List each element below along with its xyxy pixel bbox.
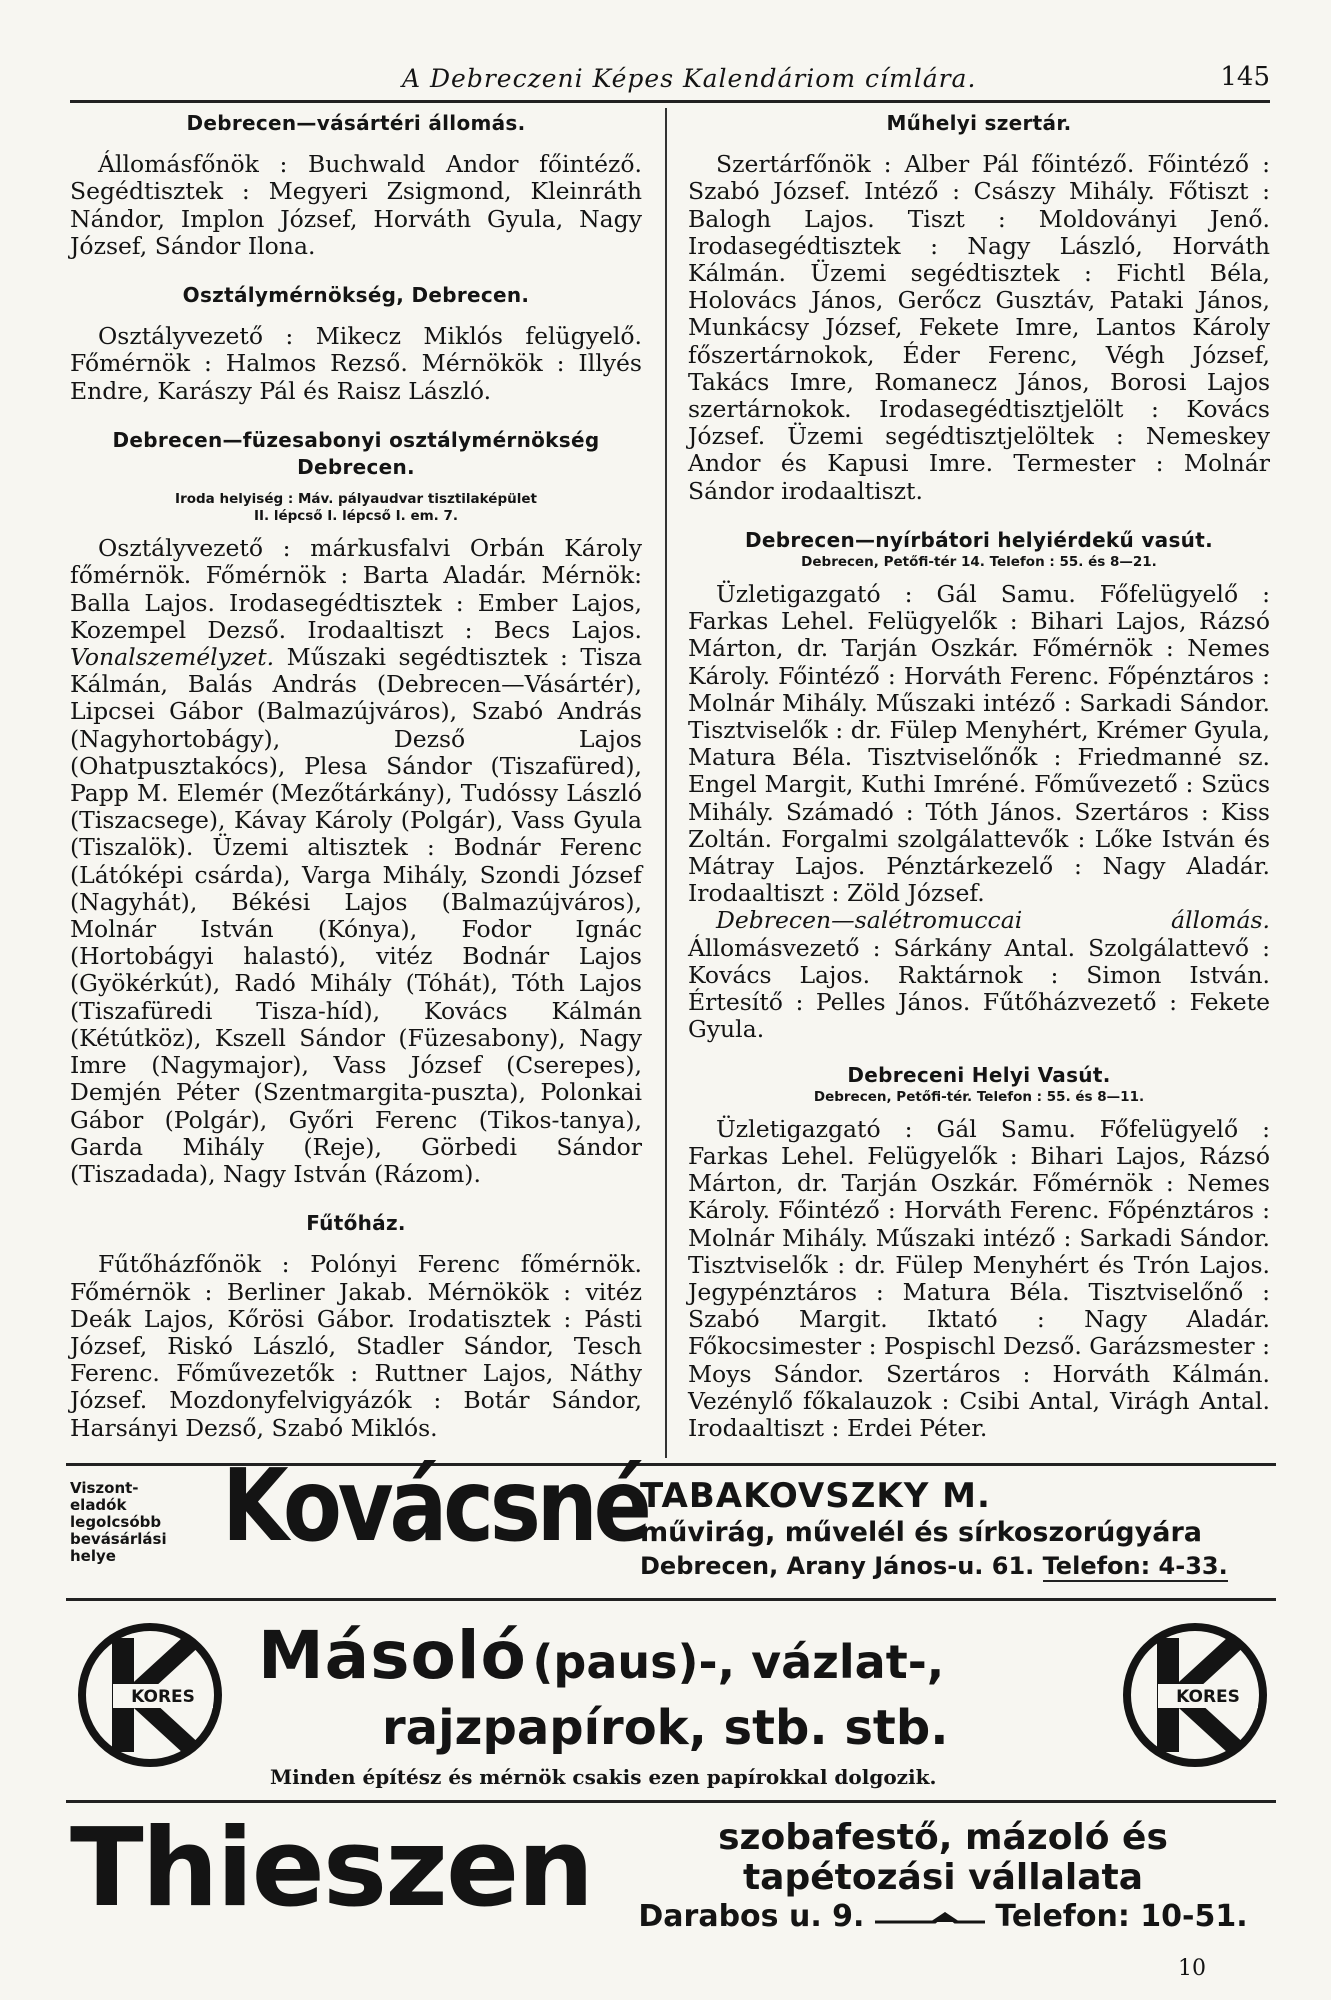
section-title: Műhelyi szertár. — [886, 111, 1072, 135]
ad3-contact — [608, 1898, 1278, 1936]
ad2-line2: rajzpapírok, stb. stb. — [382, 1700, 949, 1756]
ad1-tagline — [70, 1480, 210, 1565]
kores-logo-left — [75, 1620, 225, 1770]
page-number: 145 — [1220, 62, 1270, 92]
ad2-headline — [258, 1617, 944, 1694]
ad2-note: Minden építész és mérnök csakis ezen papírokkal dolgozik. — [270, 1765, 937, 1789]
body-italic: Debrecen—salétromuccai állomás. — [716, 906, 1270, 935]
section-title: Debrecen—vásártéri állomás. — [186, 111, 526, 135]
section-title-line2: Debrecen. — [297, 455, 415, 480]
section-body: Osztályvezető : Mikecz Miklós felügyelő. Főmérnök : Halmos Rezső. Mérnökök : Illyés Endre, Karászy Pál és Raisz László. — [70, 322, 642, 405]
body-part: Állomásvezető : Sárkány Antal. Szolgálattevő : Kovács Lajos. Raktárnok : Simon István. Értesítő : Pelles János. Fűtőházvezető : Fekete Gyula. — [688, 933, 1270, 1044]
section-title: Debrecen—füzesabonyi osztálymérnökség — [112, 427, 600, 452]
section-title: Osztálymérnökség, Debrecen. — [182, 283, 530, 308]
section-body — [70, 535, 642, 1188]
ad3-details — [608, 1818, 1278, 1936]
footer-number: 10 — [1178, 1956, 1206, 1981]
left-column — [70, 110, 642, 1442]
section-subtitle: Debrecen, Petőfi-tér 14. Telefon : 55. és 8—21. — [801, 554, 1157, 571]
ad1-details — [640, 1476, 1275, 1582]
running-header — [70, 58, 1270, 103]
logo-text: KORES — [1176, 1687, 1240, 1707]
ad3-brand: Thieszen — [70, 1806, 593, 1931]
ad3-line1: szobafestő, mázoló és — [718, 1817, 1168, 1858]
section-subtitle: Debrecen, Petőfi-tér. Telefon : 55. és 8—11. — [813, 1088, 1145, 1105]
section-body: Üzletigazgató : Gál Samu. Főfelügyelő : Farkas Lehel. Felügyelők : Bihari Lajos, Rázsó Márton, dr. Tarján Oszkár. Főmérnök : Nemes Károly. Főintéző : Horváth Ferenc. Főpénztáros : Molnár Mihály. Műszaki intéző : Sarkadi Sándor. Tisztviselők : dr. Fülep Menyhért és Trón Lajos. Jegypénztáros : Matura Béla. Tisztviselőnő : Szabó Margit. Iktató : Nagy Aladár. Főkocsimester : Pospischl Dezső. Garázsmester : Moys Sándor. Szertáros : Horváth Kálmán. Vezénylő főkalauzok : Csibi Antal, Virágh Antal. Irodaaltiszt : Erdei Péter. — [688, 1114, 1270, 1442]
body-part: Műszaki segédtisztek : Tisza Kálmán, Balás András (Debrecen—Vásártér), Lipcsei Gábor (Balmazújváros), Szabó András (Nagyhortobágy), Dezső Lajos (Ohatpusztakócs), Plesa Sándor (Tiszafüred), Papp M. Elemér (Mezőtárkány), Tudóssy László (Tiszacsege), Kávay Károly (Polgár), Vass Gyula (Tiszalök). Üzemi altisztek : Bodnár Ferenc (Látóképi csárda), Varga Mihály, Szondi József (Nagyhát), Békési Lajos (Balmazújváros), Molnár István (Kónya), Fodor Ignác (Hortobágyi halastó), vitéz Bodnár Lajos (Gyökérkút), Radó Mihály (Tóhát), Tóth Lajos (Tiszafüredi Tisza-híd), Kovács Kálmán (Kétútköz), Kszell Sándor (Füzesabony), Nagy Imre (Nagymajor), Vass József (Cserepes), Demjén Péter (Szentmargita-puszta), Polonkai Gábor (Polgár), Győri Ferenc (Tikos-tanya), Garda Mihály (Reje), Görbedi Sándor (Tiszadada), Nagy István (Rázom). — [70, 643, 642, 1188]
section-body — [688, 907, 1270, 1043]
section-subtitle: Iroda helyiség : Máv. pályaudvar tisztilaképület — [175, 491, 537, 508]
tagline-line: bevásárlási — [70, 1530, 167, 1548]
right-column — [688, 110, 1270, 1442]
arrow-icon — [875, 1912, 985, 1924]
ad3-phone: Telefon: 10-51. — [995, 1899, 1248, 1934]
ad1-products: művirág, művelél és sírkoszorúgyára — [640, 1517, 1202, 1548]
body-italic: Vonalszemélyzet. — [70, 643, 275, 672]
section-body: Állomásfőnök : Buchwald Andor főintéző. Segédtisztek : Megyeri Zsigmond, Kleinráth Nándor, Implon József, Horváth Gyula, Nagy József, Sándor Ilona. — [70, 150, 642, 260]
ad2-title-cont: (paus)-, vázlat-, — [532, 1635, 945, 1689]
section-title: Fűtőház. — [306, 1211, 406, 1236]
ad1-phone: Telefon: 4-33. — [1042, 1552, 1228, 1580]
section-title: Debreceni Helyi Vasút. — [847, 1062, 1111, 1087]
ad2-title-main: Másoló — [258, 1617, 527, 1694]
ad-divider — [66, 1800, 1276, 1803]
tagline-line: helye — [70, 1547, 116, 1565]
section-title: Debrecen—nyírbátori helyiérdekű vasút. — [745, 527, 1213, 552]
header-title: A Debreczeni Képes Kalendáriom címlára. — [402, 64, 977, 93]
body-part: Osztályvezető : márkusfalvi Orbán Károly főmérnök. Főmérnök : Barta Aladár. Mérnök: Balla Lajos. Irodasegédtisztek : Ember Lajos, Kozempel Dezső. Irodaaltiszt : Becs Lajos. — [70, 534, 642, 644]
tagline-line: eladók — [70, 1496, 127, 1514]
ad3-line2: tapétozási vállalata — [742, 1857, 1144, 1898]
ad-divider — [66, 1598, 1276, 1601]
section-subtitle-line2: II. lépcső I. lépcső I. em. 7. — [253, 508, 459, 525]
section-body: Szertárfőnök : Alber Pál főintéző. Főintéző : Szabó József. Intéző : Császy Mihály. Főtiszt : Balogh Lajos. Tiszt : Moldoványi Jenő. Irodasegédtisztek : Nagy László, Horváth Kálmán. Üzemi segédtisztek : Fichtl Béla, Holovács János, Gerőcz Gusztáv, Pataki János, Munkácsy József, Fekete Imre, Lantos Károly főszertárnokok, Éder Ferenc, Végh József, Takács Imre, Romanecz János, Borosi Lajos szertárnokok. Irodasegédtisztjelölt : Kovács József. Üzemi segédtisztjelöltek : Nemeskey Andor és Kapusi Imre. Termester : Molnár Sándor irodaaltiszt. — [688, 150, 1270, 505]
ad1-address-text: Debrecen, Arany János-u. 61. — [640, 1552, 1035, 1580]
logo-text: KORES — [131, 1687, 195, 1707]
ad1-company: TABAKOVSZKY M. — [640, 1476, 991, 1516]
tagline-line: Viszont- — [70, 1479, 139, 1497]
ad3-address: Darabos u. 9. — [638, 1899, 865, 1934]
section-body: Üzletigazgató : Gál Samu. Főfelügyelő : Farkas Lehel. Felügyelők : Bihari Lajos, Rázsó Márton, dr. Tarján Oszkár. Főmérnök : Nemes Károly. Főintéző : Horváth Ferenc. Főpénztáros : Molnár Mihály. Műszaki intéző : Sarkadi Sándor. Tisztviselők : dr. Fülep Menyhért, Krémer Gyula, Matura Béla. Tisztviselőnők : Friedmanné sz. Engel Margit, Kuthi Imréné. Főművezető : Szücs Mihály. Számadó : Tóth János. Szertáros : Kiss Zoltán. Forgalmi szolgálattevők : Lőke István és Mátray Lajos. Pénztárkezelő : Nagy Aladár. Irodaaltiszt : Zöld József. — [688, 580, 1270, 908]
kores-logo-right — [1120, 1620, 1270, 1770]
column-divider — [665, 108, 667, 1458]
ad1-brand: Kovácsné — [222, 1447, 648, 1564]
tagline-line: legolcsóbb — [70, 1513, 162, 1531]
ad1-address — [640, 1550, 1275, 1582]
section-body: Fűtőházfőnök : Polónyi Ferenc főmérnök. Főmérnök : Berliner Jakab. Mérnökök : vitéz Deák Lajos, Kőrösi Gábor. Irodatisztek : Pásti József, Riskó László, Stadler Sándor, Tesch Ferenc. Főművezetők : Ruttner Lajos, Náthy József. Mozdonyfelvigyázók : Botár Sándor, Harsányi Dezső, Szabó Miklós. — [70, 1250, 642, 1442]
